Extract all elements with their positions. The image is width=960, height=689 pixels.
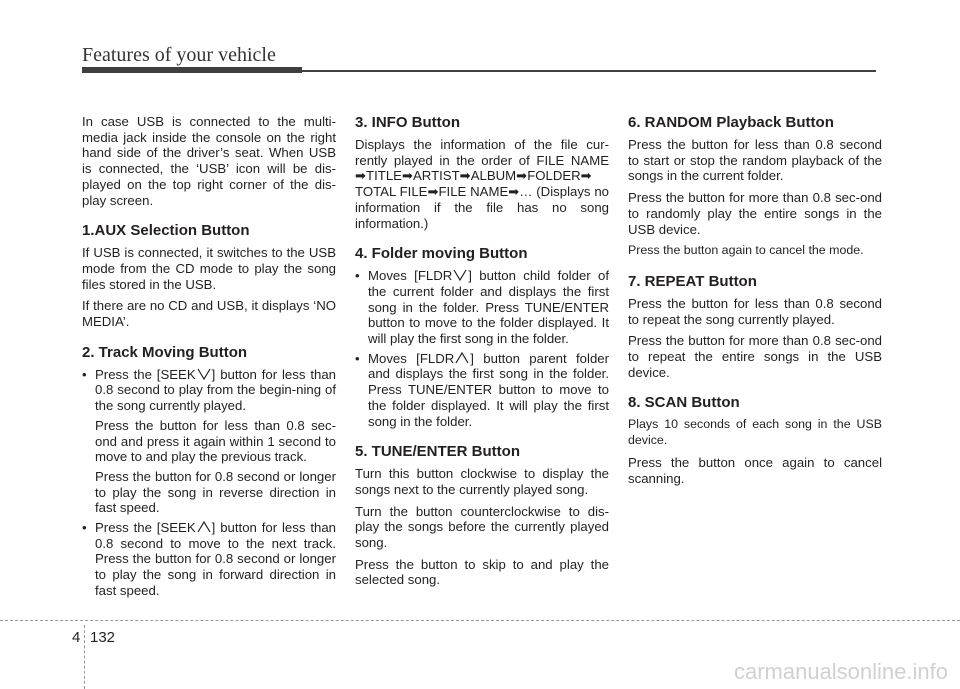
page-number: 132	[90, 629, 116, 646]
folder-bullet-1-text	[368, 268, 609, 347]
track-bullet-1-pre: Press the [SEEK	[95, 366, 196, 382]
aux-paragraph-2: If there are no CD and USB, it displays ‘NO MEDIA’.	[82, 298, 336, 330]
tune-paragraph-2: Turn the button counterclockwise to dis-play the songs before the currently played song.	[355, 503, 609, 551]
folder-list	[355, 268, 609, 429]
tune-paragraph-3: Press the button to skip to and play the selected song.	[355, 556, 609, 588]
column-1	[82, 114, 336, 603]
scan-paragraph-2: Press the button once again to cancel scanning.	[628, 454, 882, 486]
footer-divider	[84, 625, 85, 689]
track-bullet-2-pre: Press the [SEEK	[95, 520, 196, 536]
folder-bullet-2-pre: Moves [FLDR	[368, 350, 455, 366]
chapter-number: 4	[72, 629, 81, 646]
chevron-down-icon	[196, 368, 212, 380]
random-heading: 6. RANDOM Playback Button	[628, 114, 834, 131]
chevron-up-icon	[454, 352, 470, 364]
header-rule-thick	[82, 67, 302, 73]
tune-heading: 5. TUNE/ENTER Button	[355, 443, 520, 461]
random-paragraph-1: Press the button for less than 0.8 second to start or stop the random playback of the songs in the current folder.	[628, 137, 882, 184]
chevron-up-icon	[196, 521, 212, 533]
scan-heading: 8. SCAN Button	[628, 394, 740, 412]
repeat-heading: 7. REPEAT Button	[628, 272, 757, 290]
header-rule-thin	[302, 70, 876, 72]
track-bullet-1	[82, 367, 336, 516]
watermark: carmanualsonline.info	[733, 659, 948, 684]
random-paragraph-2: Press the button for more than 0.8 sec-ond to randomly play the entire songs in the USB device.	[628, 190, 882, 237]
column-3	[628, 114, 882, 492]
folder-bullet-1	[355, 268, 609, 347]
track-bullet-1-p2: Press the button for less than 0.8 sec-ond and press it again within 1 second to move to and play the previous track.	[95, 417, 336, 465]
folder-bullet-2	[355, 351, 609, 430]
random-paragraph-3: Press the button again to cancel the mode.	[628, 243, 864, 258]
aux-paragraph-1: If USB is connected, it switches to the USB mode from the CD mode to play the song files stored in the USB.	[82, 245, 336, 292]
info-heading: 3. INFO Button	[355, 114, 460, 131]
aux-heading: 1.AUX Selection Button	[82, 222, 250, 240]
column-2	[355, 114, 609, 594]
track-heading: 2. Track Moving Button	[82, 343, 248, 361]
folder-bullet-1-pre: Moves [FLDR	[368, 268, 453, 284]
track-bullet-1-p3: Press the button for 0.8 second or longer to play the song in reverse direction in fast speed.	[95, 468, 336, 516]
info-paragraph: Displays the information of the file cur-rently played in the order of FILE NAME ➡TITLE➡ARTIST➡ALBUM➡FOLDER➡ TOTAL FILE➡FILE NAME➡… (Displays no information if the file has no song information.)	[355, 137, 609, 231]
repeat-paragraph-2: Press the button for more than 0.8 sec-ond to repeat the entire songs in the USB device.	[628, 333, 882, 380]
track-bullet-2-post: ] button for less than 0.8 second to move to the next track. Press the button for 0.8 second or longer to play the song in forward direction in fast speed.	[95, 520, 337, 598]
page-header-title: Features of your vehicle	[82, 44, 276, 66]
track-bullet-2-text	[95, 520, 336, 599]
footer-rule	[0, 620, 960, 621]
intro-paragraph: In case USB is connected to the multi-media jack inside the console on the right hand side of the driver’s seat. When USB is connected, the ‘USB’ icon will be dis-played on the top right corner of the dis-play screen.	[82, 114, 336, 208]
scan-paragraph-1: Plays 10 seconds of each song in the USB device.	[628, 417, 882, 448]
folder-bullet-1-post: ] button child folder of the current folder and displays the first song in the folder. Press TUNE/ENTER button to move to the folder displayed. It will play the first song in the folder.	[368, 268, 609, 347]
track-bullet-1-post: ] button for less than 0.8 second to play from the begin-ning of the song currently played.	[95, 366, 337, 414]
folder-bullet-2-post: ] button parent folder and displays the first song in the folder. Press TUNE/ENTER button to move to the folder displayed. It will play the first song in the folder.	[368, 350, 609, 429]
folder-heading: 4. Folder moving Button	[355, 245, 528, 263]
chevron-down-icon	[452, 269, 468, 281]
repeat-paragraph-1: Press the button for less than 0.8 second to repeat the song currently played.	[628, 295, 882, 327]
track-bullet-1-text	[95, 367, 336, 414]
track-bullet-2	[82, 520, 336, 599]
tune-paragraph-1: Turn this button clockwise to display the songs next to the currently played song.	[355, 466, 609, 497]
track-list	[82, 367, 336, 599]
folder-bullet-2-text	[368, 351, 609, 430]
